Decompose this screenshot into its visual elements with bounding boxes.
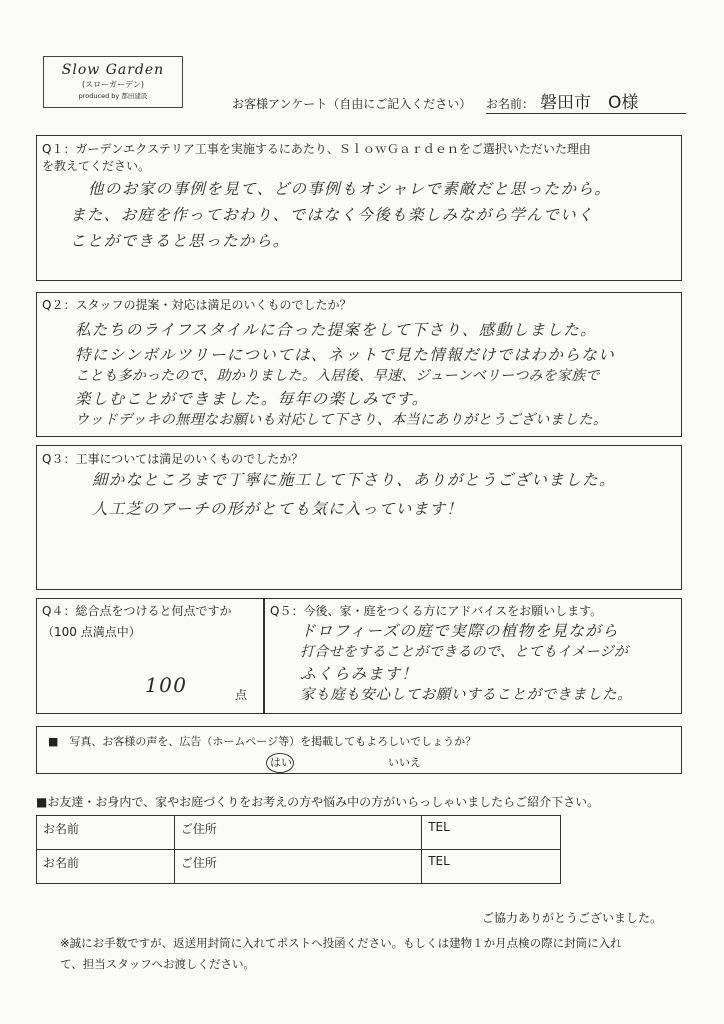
q3-answer-line1: 細かなところまで丁寧に施工して下さり、ありがとうございました。: [92, 471, 616, 489]
referral-address-cell: ご住所: [174, 850, 421, 884]
referral-heading: ■お友達・お身内で、家やお庭づくりをお考えの方や悩み中の方がいらっしゃいましたらご紹介下さい。: [36, 795, 600, 809]
q3-question: Q３：工事については満足のいくものでしたか？: [42, 452, 304, 466]
consent-no: いいえ: [388, 756, 421, 769]
q1-answer-line3: ことができると思ったから。: [70, 232, 290, 250]
q3-answer-line2: 人工芝のアーチの形がとても気に入っています！: [92, 500, 464, 518]
q1-answer-line1: 他のお家の事例を見て、どの事例もオシャレで素敵だと思ったから。: [88, 180, 612, 198]
name-underline: [486, 113, 686, 114]
q5-question: Q５：今後、家・庭をつくる方にアドバイスをお願いします。: [270, 604, 603, 618]
q2-question: Q２：スタッフの提案・対応は満足のいくものでしたか？: [42, 298, 352, 312]
referral-table: [36, 815, 561, 884]
name-label: お名前：: [486, 97, 535, 111]
q2-answer-line3: ことも多かったので、助かりました。入居後、早速、ジューンベリーつみを家族で: [75, 368, 600, 384]
q5-answer-line3: ふくらみます！: [300, 665, 419, 683]
logo-produced: produced by 都田建設: [78, 92, 148, 100]
q2-answer-line4: 楽しむことができました。毎年の楽しみです。: [75, 390, 429, 408]
company-logo: [43, 56, 183, 108]
referral-tel-cell: TEL: [422, 816, 561, 850]
consent-yes: はい: [270, 756, 292, 769]
q5-answer-line4: 家も庭も安心してお願いすることができました。: [300, 687, 633, 703]
referral-name-cell: お名前: [37, 816, 175, 850]
q1-question-line1: Q１：ガーデンエクステリア工事を実施するにあたり、ＳｌｏｗＧａｒｄｅｎをご選択いただいた理由: [42, 142, 591, 156]
q4-unit: 点: [235, 688, 248, 702]
thanks-text: ご協力ありがとうございました。: [482, 911, 663, 925]
q5-answer-line2: 打合せをすることができるので、とてもイメージが: [300, 644, 629, 660]
footer-note-line1: ※誠にお手数ですが、返送用封筒に入れてポストへ投函ください。もしくは建物１か月点検の際に封筒に入れ: [60, 936, 622, 950]
q2-answer-line5: ウッドデッキの無理なお願いも対応して下さり、本当にありがとうございました。: [75, 412, 608, 428]
logo-kana: (スローガーデン): [82, 80, 144, 89]
referral-row: [37, 816, 561, 850]
q4-question: Q４：総合点をつけると何点ですか: [42, 604, 232, 618]
q4-score: 100: [145, 673, 188, 697]
q1-answer-line2: また、お庭を作っておわり、ではなく今後も楽しみながら学んでいく: [70, 206, 594, 224]
referral-row: [37, 850, 561, 884]
referral-address-cell: ご住所: [174, 816, 421, 850]
customer-name: 磐田市 O様: [540, 93, 639, 113]
logo-name: Slow Garden: [61, 62, 165, 78]
q4-sub: （100 点満点中）: [42, 625, 141, 639]
q2-answer-line2: 特にシンボルツリーについては、ネットで見た情報だけではわからない: [75, 346, 616, 364]
q1-question-line2: を教えてください。: [42, 159, 151, 173]
survey-title: お客様アンケート（自由にご記入ください）: [232, 97, 472, 111]
consent-question: ■ 写真、お客様の声を、広告（ホームページ等）を掲載してもよろしいでしょうか？: [48, 735, 477, 748]
referral-tel-cell: TEL: [422, 850, 561, 884]
referral-name-cell: お名前: [37, 850, 175, 884]
q2-answer-line1: 私たちのライフスタイルに合った提案をして下さり、感動しました。: [75, 321, 598, 339]
footer-note-line2: て、担当スタッフへお渡しください。: [60, 957, 256, 971]
q5-answer-line1: ドロフィーズの庭で実際の植物を見ながら: [300, 622, 620, 640]
